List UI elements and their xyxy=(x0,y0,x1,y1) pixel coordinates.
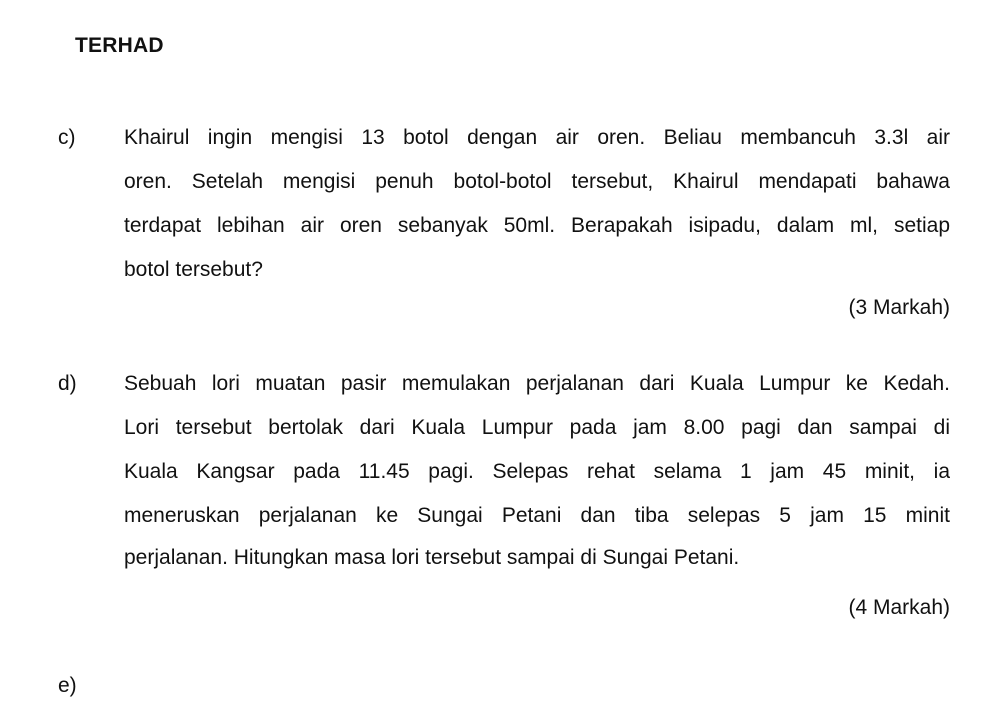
question-c-line-2: oren. Setelah mengisi penuh botol-botol tersebut, Khairul mendapati bahawa xyxy=(124,170,950,193)
question-d-line-3: Kuala Kangsar pada 11.45 pagi. Selepas rehat selama 1 jam 45 minit, ia xyxy=(124,460,950,483)
question-c-line-3: terdapat lebihan air oren sebanyak 50ml. Berapakah isipadu, dalam ml, setiap xyxy=(124,214,950,237)
question-c-label: c) xyxy=(58,126,76,149)
classification-header: TERHAD xyxy=(75,34,164,57)
question-c-line-4: botol tersebut? xyxy=(124,258,263,281)
question-d-label: d) xyxy=(58,372,77,395)
question-c-marks: (3 Markah) xyxy=(848,296,950,319)
question-d-marks: (4 Markah) xyxy=(848,596,950,619)
question-d-line-4: meneruskan perjalanan ke Sungai Petani dan tiba selepas 5 jam 15 minit xyxy=(124,504,950,527)
question-d-line-2: Lori tersebut bertolak dari Kuala Lumpur pada jam 8.00 pagi dan sampai di xyxy=(124,416,950,439)
question-e-label: e) xyxy=(58,674,77,697)
question-d-line-5: perjalanan. Hitungkan masa lori tersebut sampai di Sungai Petani. xyxy=(124,546,740,569)
question-c-line-1: Khairul ingin mengisi 13 botol dengan air oren. Beliau membancuh 3.3l air xyxy=(124,126,950,149)
question-d-line-1: Sebuah lori muatan pasir memulakan perjalanan dari Kuala Lumpur ke Kedah. xyxy=(124,372,950,395)
